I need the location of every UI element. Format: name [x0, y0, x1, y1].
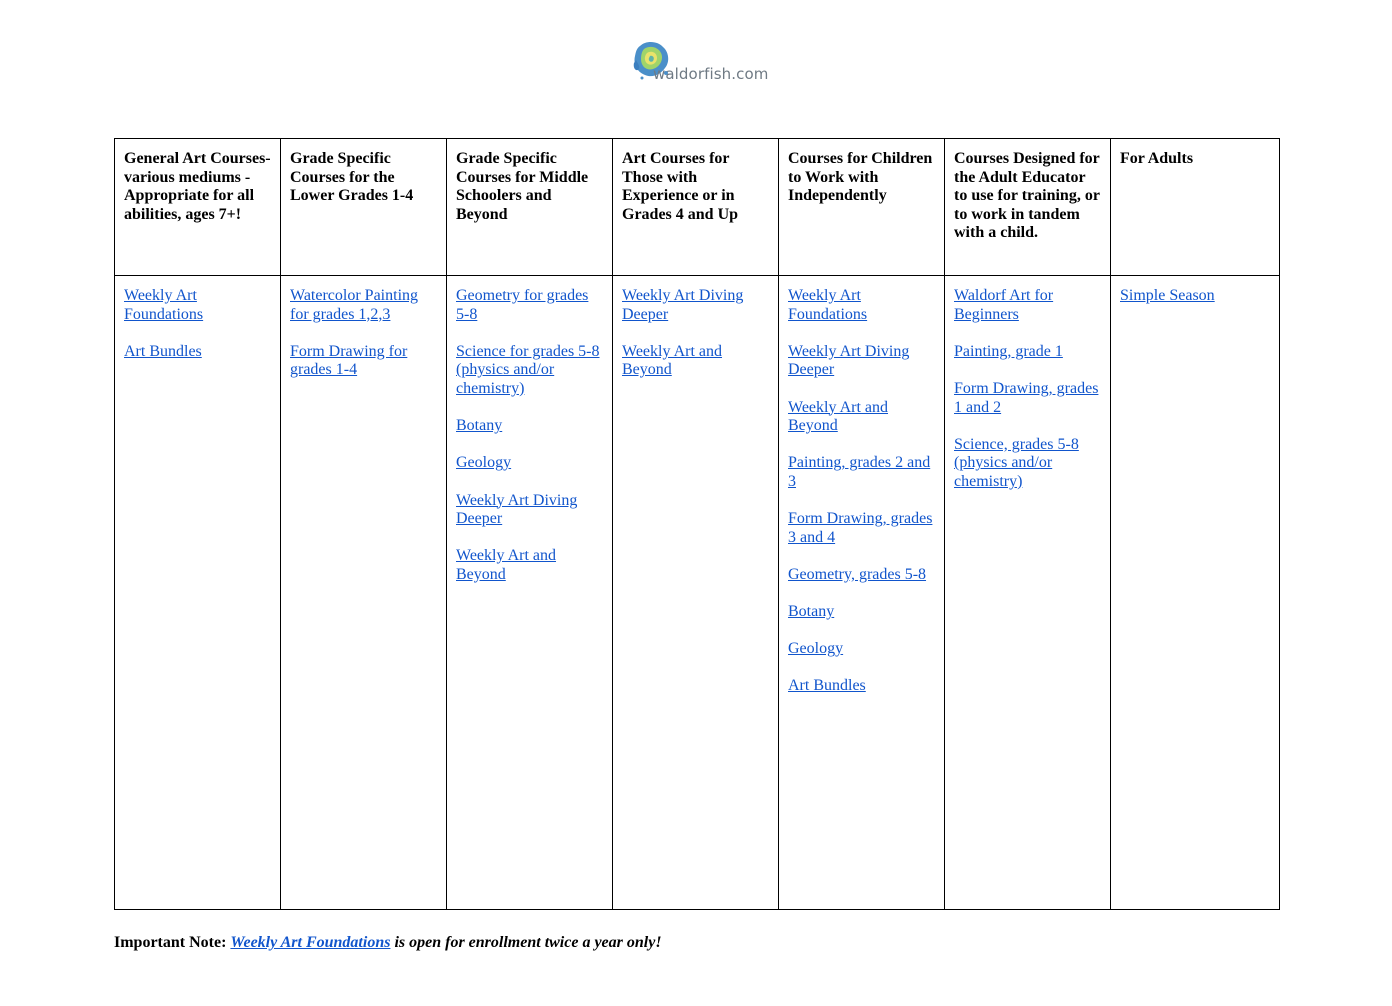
course-cell-experienced — [613, 276, 779, 910]
column-header: Art Courses for Those with Experience or in Grades 4 and Up — [613, 139, 779, 276]
course-link[interactable]: Weekly Art and Beyond — [456, 547, 557, 583]
course-cell-adults — [1111, 276, 1280, 910]
course-link[interactable]: Geology — [788, 640, 844, 658]
course-link[interactable]: Waldorf Art for Beginners — [954, 287, 1054, 323]
course-link[interactable]: Weekly Art and Beyond — [788, 398, 889, 435]
header-row — [115, 139, 1280, 276]
note-course-link[interactable]: Weekly Art Foundations — [230, 934, 391, 951]
column-header: For Adults — [1111, 139, 1280, 276]
course-cell-independent — [779, 276, 945, 910]
course-link[interactable]: Painting, grades 2 and 3 — [788, 454, 931, 490]
course-link[interactable]: Painting, grade 1 — [954, 342, 1063, 360]
course-link[interactable]: Science for grades 5-8 (physics and/or chemistry) — [456, 342, 600, 397]
course-link[interactable]: Weekly Art Diving Deeper — [622, 287, 744, 323]
course-cell-lower-grades — [281, 276, 447, 910]
course-link[interactable]: Botany — [788, 603, 835, 621]
course-link[interactable]: Science, grades 5-8 (physics and/or chemistry) — [954, 435, 1079, 490]
courses-table — [114, 138, 1280, 910]
column-header: General Art Courses- various mediums - Appropriate for all abilities, ages 7+! — [115, 139, 281, 276]
course-link[interactable]: Weekly Art Diving Deeper — [456, 491, 578, 528]
course-link[interactable]: Botany — [456, 417, 503, 435]
course-link[interactable]: Art Bundles — [124, 342, 202, 360]
course-link[interactable]: Form Drawing, grades 1 and 2 — [954, 379, 1099, 416]
course-link[interactable]: Art Bundles — [788, 677, 866, 695]
course-cell-middle-school — [447, 276, 613, 910]
course-cell-adult-educator — [945, 276, 1111, 910]
course-link[interactable]: Weekly Art Diving Deeper — [788, 342, 910, 379]
note-text: is open for enrollment twice a year only! — [394, 934, 662, 951]
course-link[interactable]: Geology — [456, 454, 512, 472]
course-link[interactable]: Geometry for grades 5-8 — [456, 287, 589, 323]
important-note — [114, 934, 662, 952]
note-label: Important Note: — [114, 934, 227, 951]
course-link[interactable]: Simple Season — [1120, 287, 1215, 304]
course-link[interactable]: Weekly Art and Beyond — [622, 342, 723, 379]
course-link[interactable]: Form Drawing, grades 3 and 4 — [788, 510, 933, 546]
course-link[interactable]: Weekly Art Foundations — [788, 287, 868, 323]
course-link[interactable]: Weekly Art Foundations — [124, 287, 204, 323]
column-header: Grade Specific Courses for Middle Schoolers and Beyond — [447, 139, 613, 276]
column-header: Grade Specific Courses for the Lower Grades 1-4 — [281, 139, 447, 276]
column-header: Courses for Children to Work with Independently — [779, 139, 945, 276]
course-link[interactable]: Form Drawing for grades 1-4 — [290, 342, 408, 379]
table-row — [115, 276, 1280, 910]
course-link[interactable]: Watercolor Painting for grades 1,2,3 — [290, 287, 419, 323]
course-link[interactable]: Geometry, grades 5-8 — [788, 565, 927, 583]
logo-text: waldorfish.com — [653, 65, 769, 83]
site-logo[interactable] — [632, 40, 772, 90]
column-header: Courses Designed for the Adult Educator to use for training, or to work in tandem with a child. — [945, 139, 1111, 276]
course-cell-general-art — [115, 276, 281, 910]
